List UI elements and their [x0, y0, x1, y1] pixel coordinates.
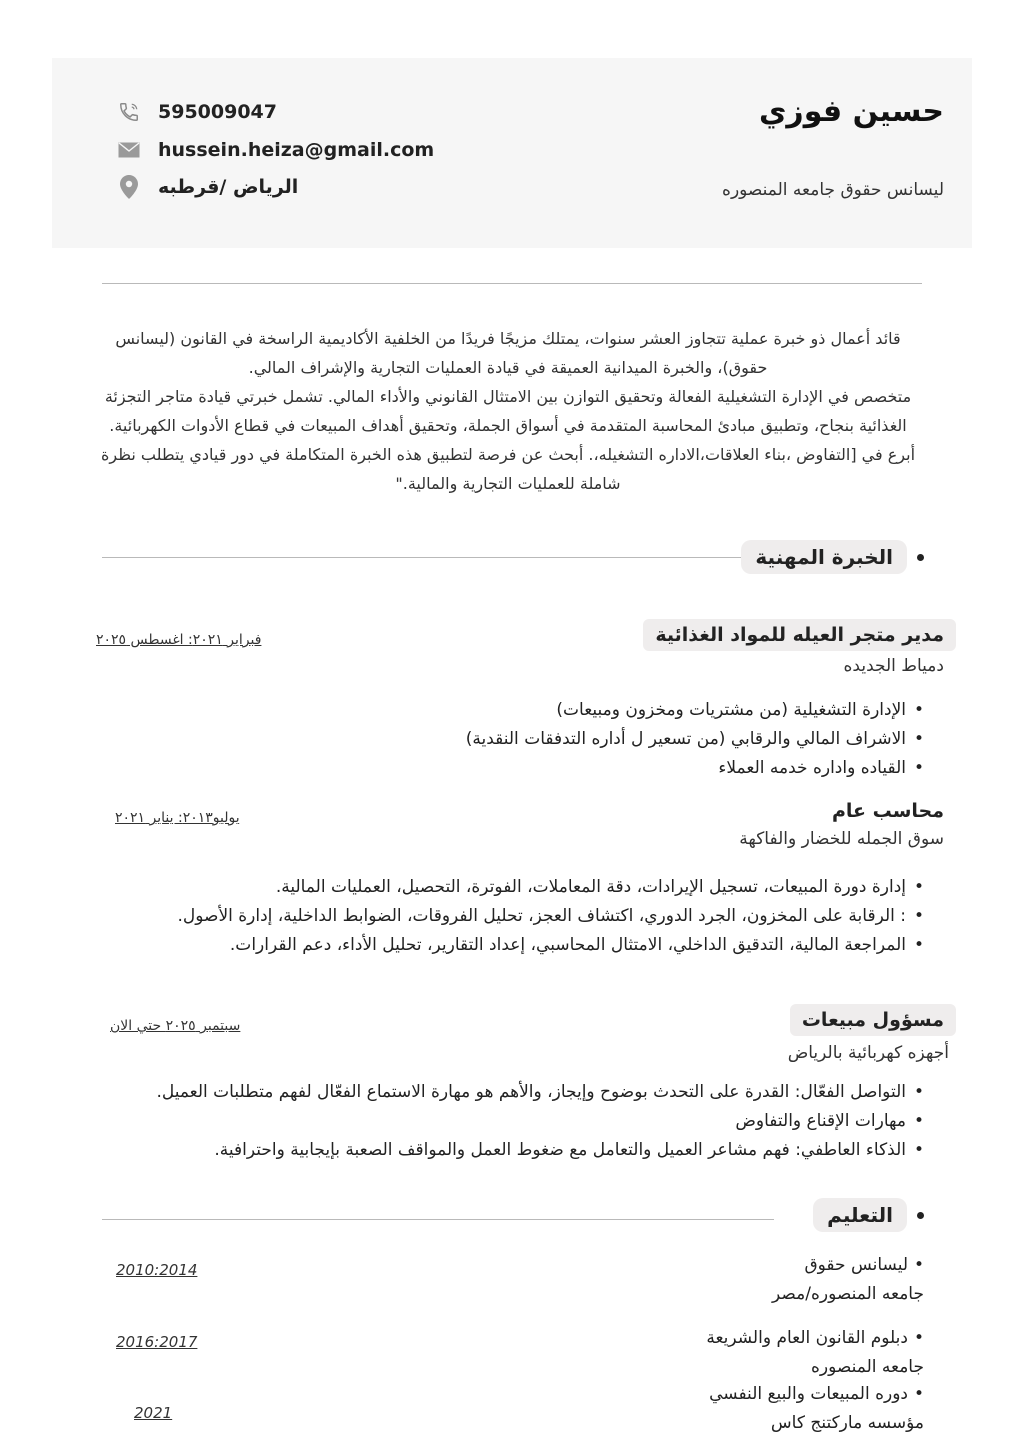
- job-title: محاسب عام: [831, 800, 944, 822]
- phone-icon: [118, 101, 140, 123]
- education-entry: [709, 1380, 924, 1438]
- location-icon: [118, 176, 140, 198]
- education-institution: مؤسسه ماركتنج كاس: [770, 1413, 924, 1433]
- mail-icon: [118, 139, 140, 161]
- education-institution: جامعه المنصوره: [810, 1357, 924, 1377]
- education-entry: [706, 1324, 924, 1382]
- job-duties-list: [104, 696, 924, 783]
- contact-location: [118, 176, 298, 198]
- job-date: فبراير ٢٠٢١: اغسطس ٢٠٢٥: [96, 632, 262, 648]
- email-address: hussein.heiza@gmail.com: [158, 139, 435, 161]
- summary-paragraph: متخصص في الإدارة التشغيلية الفعالة وتحقيق التوازن بين الامتثال القانوني والأداء المالي. تشمل خبرتي قيادة متاجر التجزئة الغذائية بنجاح، وتطبيق مبادئ المحاسبة المتقدمة في أسواق الجملة، وتحقيق أهداف المبيعات في قطاع الأدوات الكهربائية.: [104, 387, 912, 435]
- job-date: يوليو٢٠١٣: يناير ٢٠٢١: [115, 810, 240, 826]
- job-title: مدير متجر العيله للمواد الغذائية: [643, 619, 956, 651]
- job-organization: دمياط الجديده: [843, 656, 944, 676]
- job-organization: سوق الجمله للخضار والفاكهة: [739, 829, 944, 849]
- phone-number: 595009047: [158, 101, 277, 123]
- education-entry: [772, 1251, 924, 1309]
- list-item: • : الرقابة على المخزون، الجرد الدوري، اكتشاف العجز، تحليل الفروقات، الضوابط الداخلية، إدارة الأصول.: [84, 902, 924, 931]
- candidate-degree: ليسانس حقوق جامعه المنصوره: [722, 180, 944, 200]
- education-date: 2010:2014: [116, 1261, 198, 1279]
- section-divider: [102, 557, 747, 558]
- education-date: 2016:2017: [116, 1333, 198, 1351]
- job-title: مسؤول مبيعات: [790, 1004, 956, 1036]
- section-title-text: الخبرة المهنية: [741, 540, 907, 574]
- section-experience-title: [741, 540, 924, 574]
- job-duties-list: [84, 873, 924, 960]
- list-item: • المراجعة المالية، التدقيق الداخلي، الامتثال المحاسبي، إعداد التقارير، تحليل الأداء، دعم القرارات.: [84, 931, 924, 960]
- list-item: • الإدارة التشغيلية (من مشتريات ومخزون ومبيعات): [104, 696, 924, 725]
- location-text: الرياض /قرطبه: [158, 176, 299, 198]
- list-item: • الاشراف المالي والرقابي (من تسعير ل أداره التدفقات النقدية): [104, 725, 924, 754]
- education-date: 2021: [134, 1404, 173, 1422]
- section-education-title: [813, 1198, 924, 1232]
- list-item: • القياده واداره خدمه العملاء: [104, 754, 924, 783]
- education-degree: • دوره المبيعات والبيع النفسي: [709, 1380, 924, 1409]
- summary-paragraph: قائد أعمال ذو خبرة عملية تتجاوز العشر سنوات، يمتلك مزيجًا فريدًا من الخلفية الأكاديمية الراسخة في القانون (ليسانس حقوق)، والخبرة الميدانية العميقة في قيادة العمليات التجارية والإشراف المالي.: [115, 329, 901, 377]
- contact-email[interactable]: [118, 139, 434, 161]
- professional-summary: [98, 324, 918, 498]
- education-degree: • دبلوم القانون العام والشريعة: [706, 1324, 924, 1353]
- job-organization: أجهزه كهربائية بالرياض: [787, 1043, 949, 1063]
- summary-paragraph: أبرع في [التفاوض ،بناء العلاقات،الاداره التشغيله،. أبحث عن فرصة لتطبيق هذه الخبرة المتكاملة في دور قيادي يتطلب نظرة شاملة للعمليات التجارية والمالية.": [100, 445, 916, 493]
- education-institution: جامعه المنصوره/مصر: [772, 1284, 924, 1304]
- job-date: سبتمبر ٢٠٢٥ حتي الان: [110, 1018, 241, 1034]
- section-title-text: التعليم: [813, 1198, 907, 1232]
- candidate-name: حسين فوزي: [758, 94, 944, 129]
- list-item: • التواصل الفعّال: القدرة على التحدث بوضوح وإيجاز، والأهم هو مهارة الاستماع الفعّال لفهم متطلبات العميل.: [114, 1078, 924, 1107]
- list-item: • إدارة دورة المبيعات، تسجيل الإيرادات، دقة المعاملات، الفوترة، التحصيل، العمليات المالية.: [84, 873, 924, 902]
- education-degree: • ليسانس حقوق: [772, 1251, 924, 1280]
- section-bullet: [917, 554, 924, 561]
- list-item: • مهارات الإقناع والتفاوض: [114, 1107, 924, 1136]
- divider: [102, 283, 922, 284]
- job-duties-list: [114, 1078, 924, 1165]
- section-bullet: [917, 1212, 924, 1219]
- list-item: • الذكاء العاطفي: فهم مشاعر العميل والتعامل مع ضغوط العمل والمواقف الصعبة بإيجابية واحترافية.: [114, 1136, 924, 1165]
- section-divider: [102, 1219, 774, 1220]
- contact-phone[interactable]: [118, 101, 277, 123]
